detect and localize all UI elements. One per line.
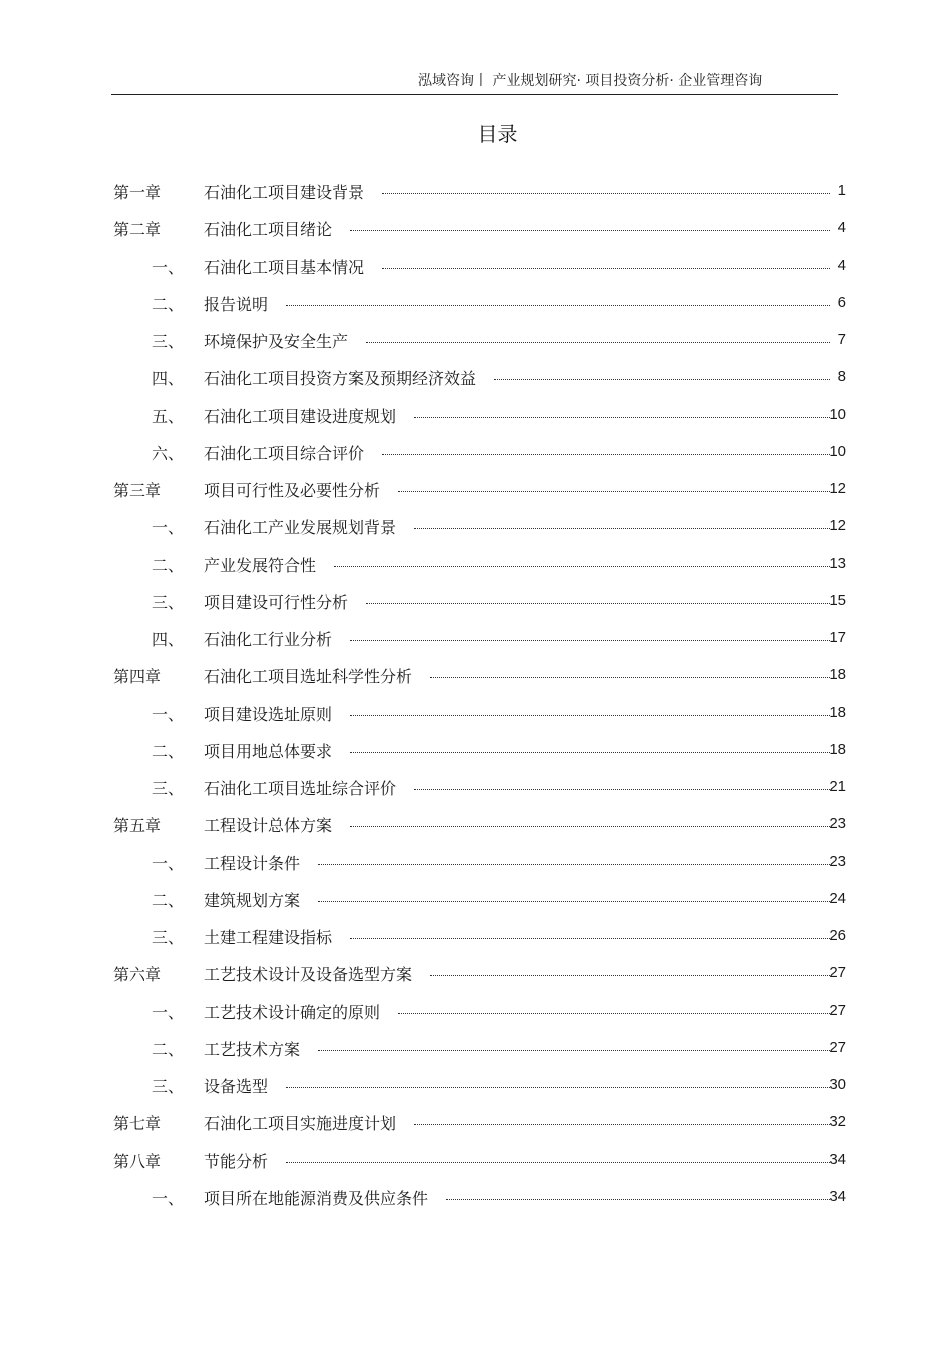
- toc-entry-page-number: 21: [829, 778, 846, 795]
- toc-entry-number: 一、: [152, 1188, 185, 1208]
- toc-entry-page-number: 32: [829, 1113, 846, 1131]
- toc-dot-leader: [350, 752, 830, 753]
- toc-entry-label: 工艺技术方案: [204, 1039, 301, 1059]
- toc-dot-leader: [414, 417, 830, 418]
- toc-entry-number: 二、: [152, 294, 185, 314]
- toc-entry-label: 项目可行性及必要性分析: [204, 481, 381, 500]
- toc-entry-number: 一、: [152, 257, 185, 277]
- toc-entry-number: 二、: [152, 890, 185, 910]
- toc-dot-leader: [382, 454, 830, 455]
- toc-entry-label: 建筑规划方案: [204, 890, 301, 910]
- toc-entry-label: 工艺技术设计及设备选型方案: [204, 965, 413, 985]
- toc-entry-page-number: 23: [829, 815, 846, 833]
- toc-entry-label: 石油化工项目选址综合评价: [204, 779, 397, 798]
- toc-dot-leader: [366, 603, 830, 604]
- toc-dot-leader: [398, 491, 830, 492]
- toc-entry-page-number: 26: [829, 927, 846, 944]
- toc-section-entry[interactable]: [0, 431, 950, 468]
- toc-entry-label: 石油化工项目建设背景: [204, 183, 365, 202]
- toc-entry-page-number: 8: [837, 368, 846, 386]
- toc-section-entry[interactable]: [0, 729, 950, 766]
- toc-entry-label: 设备选型: [204, 1077, 269, 1096]
- page-header: 泓域咨询丨 产业规划研究· 项目投资分析· 企业管理咨询: [418, 73, 763, 89]
- toc-entry-page-number: 27: [829, 964, 846, 982]
- toc-dot-leader: [366, 342, 830, 343]
- toc-dot-leader: [414, 528, 830, 529]
- toc-entry-number: 三、: [152, 928, 185, 947]
- toc-entry-label: 项目建设可行性分析: [204, 592, 349, 612]
- toc-entry-number: 第五章: [113, 816, 162, 836]
- toc-dot-leader: [318, 1050, 830, 1051]
- toc-section-entry[interactable]: [0, 1176, 950, 1213]
- toc-entry-label: 工艺技术设计确定的原则: [204, 1002, 381, 1022]
- toc-entry-page-number: 10: [829, 442, 846, 460]
- toc-entry-page-number: 13: [829, 554, 846, 572]
- toc-dot-leader: [350, 826, 830, 827]
- toc-chapter-entry[interactable]: [0, 170, 950, 207]
- toc-dot-leader: [414, 789, 830, 790]
- toc-entry-number: 三、: [152, 332, 185, 351]
- toc-entry-label: 工程设计条件: [204, 853, 301, 873]
- toc-entry-label: 报告说明: [204, 294, 269, 314]
- toc-chapter-entry[interactable]: [0, 1139, 950, 1176]
- toc-entry-label: 项目建设选址原则: [204, 704, 333, 724]
- toc-entry-number: 一、: [152, 518, 185, 538]
- toc-section-entry[interactable]: [0, 580, 950, 617]
- toc-section-entry[interactable]: [0, 394, 950, 431]
- toc-title: 目录: [477, 122, 518, 146]
- toc-entry-label: 石油化工项目实施进度计划: [204, 1114, 397, 1134]
- toc-entry-label: 石油化工项目基本情况: [204, 257, 365, 277]
- toc-section-entry[interactable]: [0, 915, 950, 952]
- toc-entry-page-number: 1: [837, 182, 846, 199]
- toc-entry-page-number: 4: [837, 256, 846, 274]
- toc-entry-page-number: 12: [829, 517, 846, 535]
- toc-entry-label: 项目所在地能源消费及供应条件: [204, 1188, 429, 1208]
- toc-entry-number: 二、: [152, 741, 185, 761]
- toc-entry-number: 第二章: [113, 220, 162, 240]
- toc-dot-leader: [286, 1162, 830, 1163]
- toc-entry-number: 五、: [152, 406, 185, 426]
- toc-dot-leader: [350, 938, 830, 939]
- toc-entry-page-number: 4: [837, 219, 846, 237]
- toc-dot-leader: [286, 1087, 830, 1088]
- toc-dot-leader: [430, 677, 830, 678]
- toc-chapter-entry[interactable]: [0, 1101, 950, 1138]
- toc-section-entry[interactable]: [0, 766, 950, 803]
- toc-entry-number: 一、: [152, 853, 185, 873]
- toc-dot-leader: [350, 230, 830, 231]
- toc-entry-number: 第三章: [113, 481, 162, 500]
- toc-entry-number: 三、: [152, 592, 185, 612]
- toc-entry-label: 产业发展符合性: [204, 555, 317, 575]
- toc-entry-number: 三、: [152, 1077, 185, 1096]
- toc-entry-page-number: 27: [829, 1001, 846, 1019]
- toc-dot-leader: [318, 864, 830, 865]
- toc-entry-number: 一、: [152, 704, 185, 724]
- toc-entry-page-number: 7: [837, 331, 846, 348]
- toc-entry-label: 石油化工行业分析: [204, 630, 333, 649]
- toc-entry-page-number: 30: [829, 1076, 846, 1093]
- toc-dot-leader: [382, 268, 830, 269]
- toc-entry-label: 石油化工项目投资方案及预期经济效益: [204, 369, 477, 389]
- toc-entry-page-number: 34: [829, 1150, 846, 1168]
- toc-entry-page-number: 34: [829, 1187, 846, 1205]
- toc-entry-label: 石油化工产业发展规划背景: [204, 518, 397, 538]
- toc-dot-leader: [350, 640, 830, 641]
- toc-section-entry[interactable]: [0, 282, 950, 319]
- toc-section-entry[interactable]: [0, 617, 950, 654]
- toc-section-entry[interactable]: [0, 505, 950, 542]
- toc-entry-page-number: 17: [829, 629, 846, 646]
- toc-entry-page-number: 18: [829, 740, 846, 758]
- toc-dot-leader: [382, 193, 830, 194]
- toc-entry-label: 石油化工项目选址科学性分析: [204, 667, 413, 687]
- toc-dot-leader: [446, 1199, 830, 1200]
- toc-entry-number: 第四章: [113, 667, 162, 687]
- toc-section-entry[interactable]: [0, 990, 950, 1027]
- toc-entry-page-number: 6: [837, 293, 846, 311]
- toc-entry-number: 四、: [152, 369, 185, 389]
- toc-dot-leader: [430, 975, 830, 976]
- toc-chapter-entry[interactable]: [0, 654, 950, 691]
- header-rule: [111, 94, 838, 95]
- toc-chapter-entry[interactable]: [0, 468, 950, 505]
- toc-entry-number: 第六章: [113, 965, 162, 985]
- toc-dot-leader: [334, 566, 830, 567]
- toc-entry-page-number: 18: [829, 666, 846, 684]
- toc-section-entry[interactable]: [0, 319, 950, 356]
- toc-entry-number: 二、: [152, 555, 185, 575]
- toc-chapter-entry[interactable]: [0, 952, 950, 989]
- toc-entry-number: 第一章: [113, 183, 162, 202]
- toc-entry-page-number: 18: [829, 703, 846, 721]
- toc-entry-label: 石油化工项目综合评价: [204, 443, 365, 463]
- toc-entry-number: 三、: [152, 779, 185, 798]
- toc-dot-leader: [414, 1124, 830, 1125]
- toc-entry-number: 二、: [152, 1039, 185, 1059]
- toc-entry-page-number: 24: [829, 889, 846, 907]
- toc-entry-number: 六、: [152, 443, 185, 463]
- toc-entry-label: 环境保护及安全生产: [204, 332, 349, 351]
- toc-entry-page-number: 12: [829, 480, 846, 497]
- toc-dot-leader: [318, 901, 830, 902]
- toc-dot-leader: [350, 715, 830, 716]
- toc-chapter-entry[interactable]: [0, 207, 950, 244]
- toc-section-entry[interactable]: [0, 543, 950, 580]
- toc-chapter-entry[interactable]: [0, 803, 950, 840]
- toc-entry-label: 石油化工项目绪论: [204, 220, 333, 240]
- toc-entry-page-number: 23: [829, 852, 846, 870]
- toc-entry-label: 工程设计总体方案: [204, 816, 333, 836]
- toc-entry-number: 第八章: [113, 1151, 162, 1171]
- toc-entry-number: 一、: [152, 1002, 185, 1022]
- toc-dot-leader: [286, 305, 830, 306]
- toc-entry-number: 第七章: [113, 1114, 162, 1134]
- toc-section-entry[interactable]: [0, 356, 950, 393]
- toc-entry-page-number: 15: [829, 591, 846, 609]
- toc-section-entry[interactable]: [0, 1064, 950, 1101]
- toc-section-entry[interactable]: [0, 878, 950, 915]
- toc-dot-leader: [398, 1013, 830, 1014]
- toc-entry-label: 项目用地总体要求: [204, 741, 333, 761]
- toc-entry-page-number: 27: [829, 1038, 846, 1056]
- toc-entry-label: 节能分析: [204, 1151, 269, 1171]
- toc-section-entry[interactable]: [0, 692, 950, 729]
- toc-section-entry[interactable]: [0, 1027, 950, 1064]
- toc-entry-label: 土建工程建设指标: [204, 928, 333, 947]
- toc-entry-page-number: 10: [829, 405, 846, 423]
- toc-entry-label: 石油化工项目建设进度规划: [204, 406, 397, 426]
- toc-section-entry[interactable]: [0, 245, 950, 282]
- toc-entry-number: 四、: [152, 630, 185, 649]
- toc-dot-leader: [494, 379, 830, 380]
- toc-section-entry[interactable]: [0, 841, 950, 878]
